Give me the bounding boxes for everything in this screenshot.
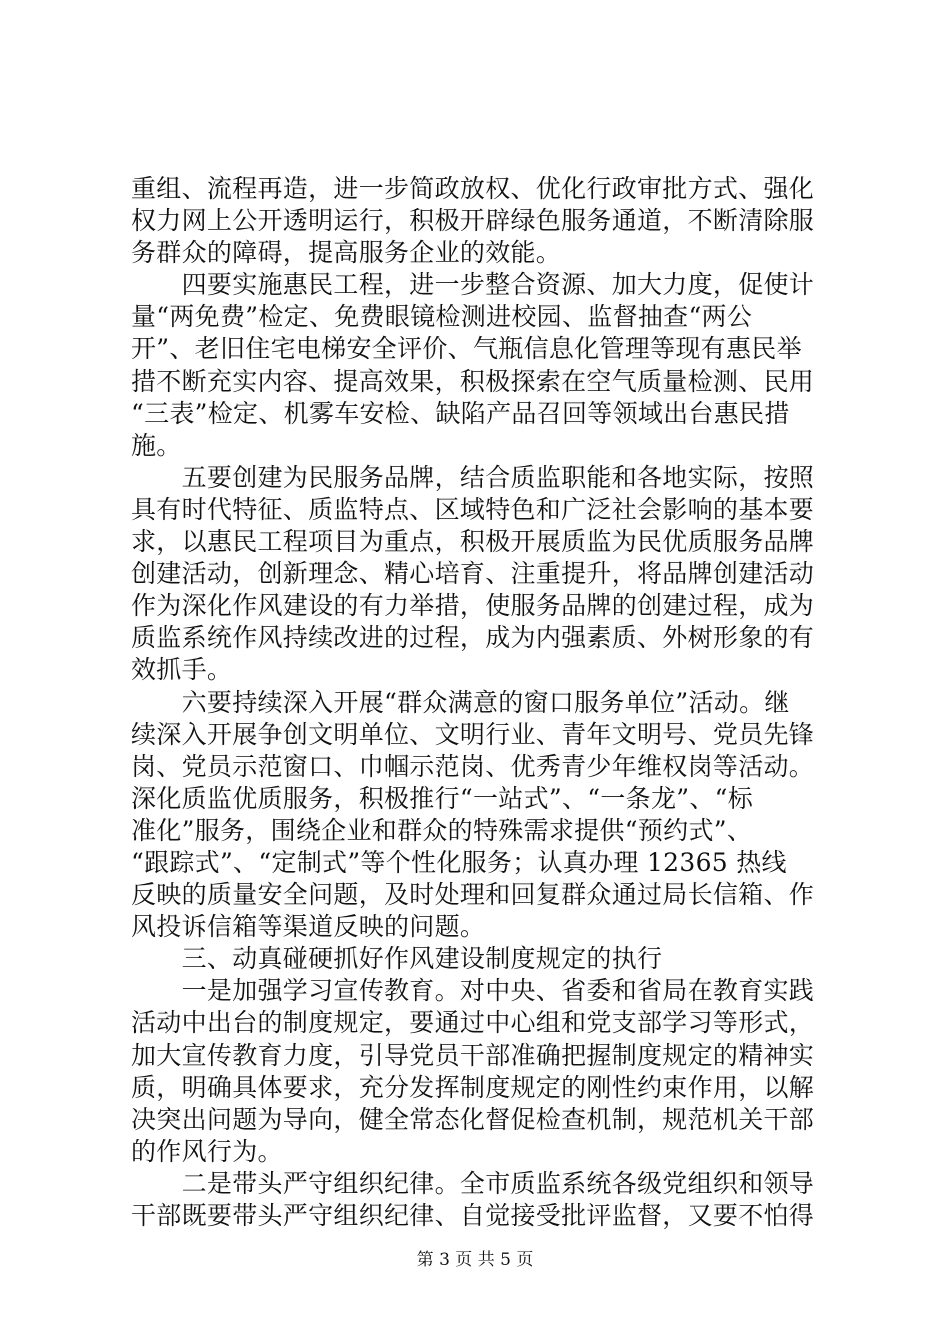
text-line: 岗、党员示范窗口、巾帼示范岗、优秀青少年维权岗等活动。: [131, 751, 815, 781]
text-line: 活动中出台的制度规定，要通过中心组和党支部学习等形式，: [131, 1008, 815, 1038]
text-line: 质，明确具体要求，充分发挥制度规定的刚性约束作用，以解: [131, 1072, 815, 1102]
text-line: 开”、老旧住宅电梯安全评价、气瓶信息化管理等现有惠民举: [131, 334, 802, 364]
text-line: 施。: [131, 430, 182, 460]
text-line: 反映的质量安全问题，及时处理和回复群众通过局长信箱、作: [131, 880, 815, 910]
text-line: 具有时代特征、质监特点、区域特色和广泛社会影响的基本要: [131, 494, 815, 524]
text-line: 深化质监优质服务，积极推行“一站式”、“一条龙”、“标: [131, 783, 754, 813]
text-line: “三表”检定、机雾车安检、缺陷产品召回等领域出台惠民措: [131, 398, 790, 428]
text-line: 求，以惠民工程项目为重点，积极开展质监为民优质服务品牌: [131, 527, 815, 557]
text-line: 权力网上公开透明运行，积极开辟绿色服务通道，不断清除服: [131, 206, 815, 236]
text-line: 加大宣传教育力度，引导党员干部准确把握制度规定的精神实: [131, 1040, 815, 1070]
text-line: 质监系统作风持续改进的过程，成为内强素质、外树形象的有: [131, 623, 815, 653]
text-line: “跟踪式”、“定制式”等个性化服务；认真办理 12365 热线: [131, 847, 787, 877]
text-line: 作为深化作风建设的有力举措，使服务品牌的创建过程，成为: [131, 591, 815, 621]
text-line: 量“两免费”检定、免费眼镜检测进校园、监督抽查“两公: [131, 302, 753, 332]
text-line: 风投诉信箱等渠道反映的问题。: [131, 912, 486, 942]
text-line: 措不断充实内容、提高效果，积极探索在空气质量检测、民用: [131, 366, 815, 396]
text-line: 干部既要带头严守组织纪律、自觉接受批评监督，又要不怕得: [131, 1201, 815, 1230]
text-line: 的作风行为。: [131, 1136, 283, 1166]
text-line: 创建活动，创新理念、精心培育、注重提升，将品牌创建活动: [131, 559, 815, 589]
page-footer: 第 3 页 共 5 页: [416, 1250, 534, 1270]
text-line: 四要实施惠民工程，进一步整合资源、加大力度，促使计: [131, 270, 815, 300]
text-line: 五要创建为民服务品牌，结合质监职能和各地实际，按照: [131, 462, 815, 492]
text-line: 二是带头严守组织纪律。全市质监系统各级党组织和领导: [131, 1168, 815, 1198]
text-line: 效抓手。: [131, 655, 233, 685]
text-line: 续深入开展争创文明单位、文明行业、青年文明号、党员先锋: [131, 719, 815, 749]
text-line: 重组、流程再造，进一步简政放权、优化行政审批方式、强化: [131, 174, 815, 203]
text-line: 六要持续深入开展“群众满意的窗口服务单位”活动。继: [131, 687, 790, 717]
section-heading: 三、动真碰硬抓好作风建设制度规定的执行: [131, 944, 663, 974]
document-body: [131, 173, 826, 1232]
text-line: 一是加强学习宣传教育。对中央、省委和省局在教育实践: [131, 976, 815, 1006]
text-line: 准化”服务，围绕企业和群众的特殊需求提供“预约式”、: [131, 815, 753, 845]
text-line: 决突出问题为导向，健全常态化督促检查机制，规范机关干部: [131, 1104, 815, 1134]
text-line: 务群众的障碍，提高服务企业的效能。: [131, 238, 562, 268]
